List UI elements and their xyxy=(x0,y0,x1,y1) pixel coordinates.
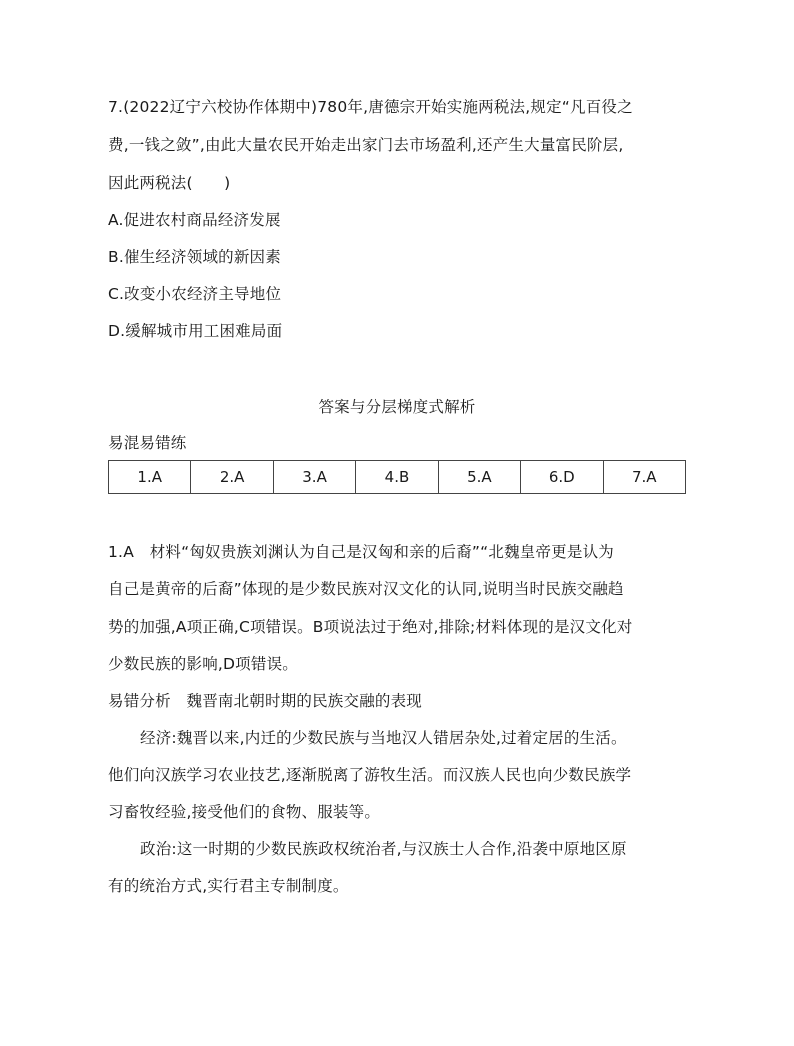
option-a: A.促进农村商品经济发展 xyxy=(108,211,281,229)
politics-line-1: 政治:这一时期的少数民族政权统治者,与汉族士人合作,沿袭中原地区原 xyxy=(140,840,627,858)
answer-cell-6: 6.D xyxy=(521,461,603,494)
economy-line-3: 习畜牧经验,接受他们的食物、服装等。 xyxy=(108,803,381,821)
option-d: D.缓解城市用工困难局面 xyxy=(108,322,283,340)
table-row xyxy=(109,461,686,494)
economy-line-2: 他们向汉族学习农业技艺,逐渐脱离了游牧生活。而汉族人民也向少数民族学 xyxy=(108,766,632,784)
explanation-line-2: 自己是黄帝的后裔”体现的是少数民族对汉文化的认同,说明当时民族交融趋 xyxy=(108,580,624,598)
politics-line-2: 有的统治方式,实行君主专制制度。 xyxy=(108,877,349,895)
answer-cell-7: 7.A xyxy=(603,461,685,494)
answer-table xyxy=(108,460,686,494)
analysis-title: 易错分析 魏晋南北朝时期的民族交融的表现 xyxy=(108,692,423,710)
answer-cell-5: 5.A xyxy=(438,461,520,494)
option-b: B.催生经济领域的新因素 xyxy=(108,248,281,266)
answer-section-subtitle: 易混易错练 xyxy=(108,434,187,452)
answer-cell-4: 4.B xyxy=(356,461,438,494)
answer-section-title: 答案与分层梯度式解析 xyxy=(318,398,476,416)
option-c: C.改变小农经济主导地位 xyxy=(108,285,282,303)
answer-cell-1: 1.A xyxy=(109,461,191,494)
question-line-3: 因此两税法( ) xyxy=(108,174,231,192)
explanation-line-4: 少数民族的影响,D项错误。 xyxy=(108,655,298,673)
answer-cell-3: 3.A xyxy=(273,461,355,494)
explanation-line-1: 1.A 材料“匈奴贵族刘渊认为自己是汉匈和亲的后裔”“北魏皇帝更是认为 xyxy=(108,543,614,561)
economy-line-1: 经济:魏晋以来,内迁的少数民族与当地汉人错居杂处,过着定居的生活。 xyxy=(140,729,627,747)
explanation-line-3: 势的加强,A项正确,C项错误。B项说法过于绝对,排除;材料体现的是汉文化对 xyxy=(108,618,633,636)
question-line-2: 费,一钱之敛”,由此大量农民开始走出家门去市场盈利,还产生大量富民阶层, xyxy=(108,136,624,154)
answer-cell-2: 2.A xyxy=(191,461,273,494)
question-line-1: 7.(2022辽宁六校协作体期中)780年,唐德宗开始实施两税法,规定“凡百役之 xyxy=(108,98,633,116)
